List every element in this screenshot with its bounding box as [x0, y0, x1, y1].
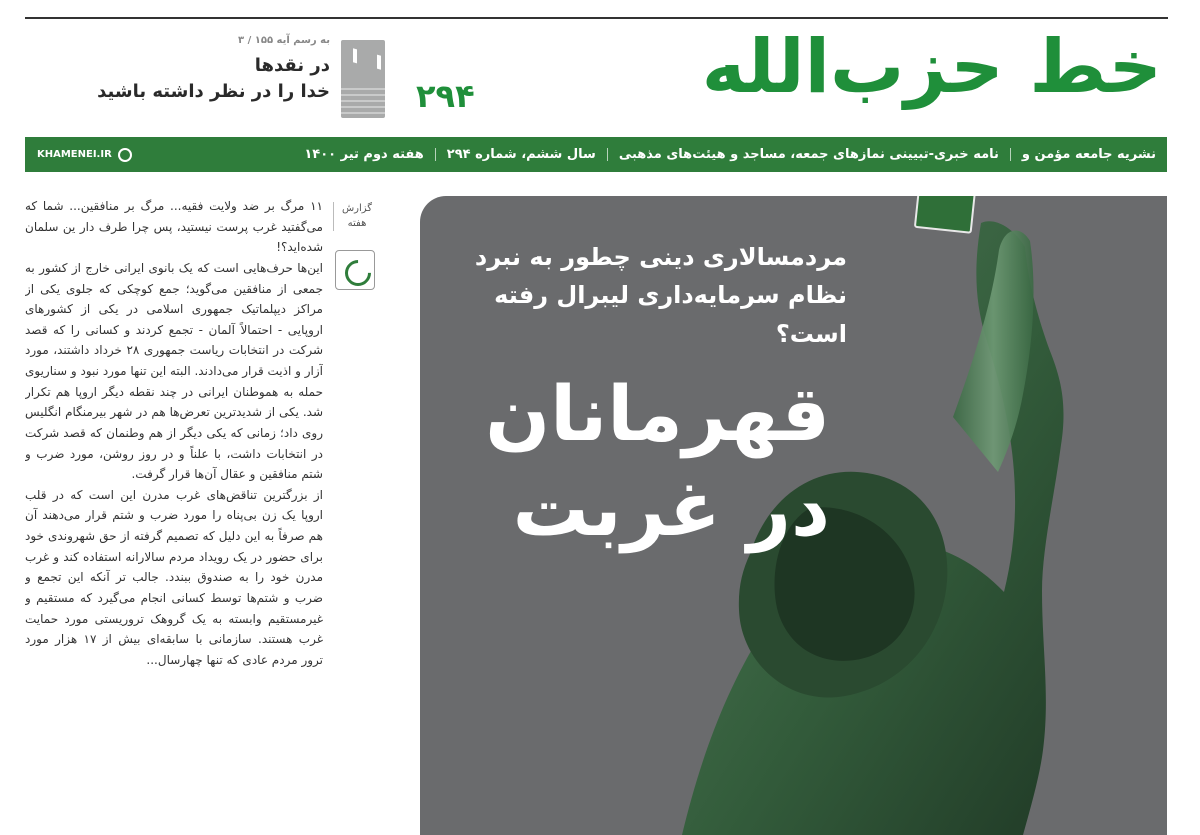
site-label: KHAMENEI.IR — [37, 149, 112, 160]
masthead — [0, 22, 1200, 130]
subheadline-line-1: مردمسالاری دینی چطور به نبرد — [474, 243, 847, 271]
site-logo-icon — [118, 148, 132, 162]
headline-line-1: قهرمانان — [485, 369, 830, 458]
cover-subheadline — [420, 238, 847, 353]
bar-item-date: هفته دوم تیر ۱۴۰۰ — [304, 147, 424, 162]
passport-image — [914, 196, 982, 234]
site-link[interactable] — [25, 148, 144, 162]
article-paragraph: ۱۱ مرگ بر ضد ولایت فقیه... مرگ بر منافقین... شما که می‌گفتید غرب پرست نیستید، پس چرا طرف دار ین سلمان شده‌اید؟! — [25, 199, 323, 255]
cover-image-panel — [420, 196, 1167, 835]
quote-kicker: به رسم آیه ۱۵۵ / ۳ — [238, 35, 330, 46]
quill-icon — [335, 250, 375, 290]
publication-info-bar — [25, 137, 1167, 172]
article-paragraph: از بزرگترین تناقض‌های غرب مدرن این است که در قلب اروپا یک زن بی‌پناه را مورد ضرب و شتم قرار می‌دهند آن هم صرفاً به این دلیل که تصمیم گرفته از حق شهروندی خود برای حضور در یک رویداد مردم سالارانه استفاده کند و غرب مدرن خود را به صندوق ببندد. جالب تر آنکه این تجمع و ضرب و شتم‌ها توسط کسانی انجام می‌گیرد که مستقیم و غیرمستقیم وابسته به یک گروهک تروریستی مورد حمایت غرب هستند. سازمانی با سابقه‌ای بیش از ۱۷ هزار مورد ترور مردم عادی که تنها چهارسال... — [25, 487, 323, 667]
report-label — [333, 202, 378, 231]
top-rule — [25, 17, 1168, 19]
header-quote — [90, 35, 330, 105]
publication-logo: خط حزب‌الله — [701, 24, 1162, 110]
subheadline-line-2: نظام سرمایه‌داری لیبرال رفته است؟ — [494, 281, 847, 348]
bar-item-publication: نشریه جامعه مؤمن و — [1010, 148, 1167, 161]
cover-headline — [485, 366, 830, 556]
report-article-text — [25, 196, 323, 835]
headline-line-2: در غربت — [512, 464, 830, 553]
issue-number: ۲۹۴ — [416, 77, 475, 115]
report-label-line-1: گزارش — [341, 203, 373, 214]
bar-item-description: نامه خبری-تبیینی نمازهای جمعه، مساجد و هیئت‌های مذهبی — [607, 148, 1010, 161]
book-icon — [341, 40, 385, 118]
bar-item-issue: سال ششم، شماره ۲۹۴ — [435, 148, 607, 161]
article-paragraph: این‌ها حرف‌هایی است که یک بانوی ایرانی خارج از کشور به جمعی از منافقین می‌گوید؛ جمع کوچکی که جلوی یکی از مراکز دیپلماتیک جمهوری اسلامی در یکی از کشورهای اروپایی - احتمالاً آلمان - تجمع کردند و کسانی را که قصد شرکت در انتخابات ریاست جمهوری ۲۸ خرداد داشتند، مورد آزار و اذیت قرار می‌دادند. البته این تنها مورد نبود و سناریوی حمله به هموطنان ایرانی در چند نقطه دیگر اروپا هم تکرار شد. یکی از شدیدترین تعرض‌ها هم در شهر بیرمنگام انگلیس روی داد؛ زمانی که یکی دیگر از هم وطنمان که قصد شرکت در انتخابات داشت، با علناً و در روز روشن، مورد ضرب و شتم منافقین و عقال آن‌ها قرار گرفت. — [25, 260, 323, 482]
quote-line-1: در نقدها — [254, 55, 330, 76]
quote-line-2: خدا را در نظر داشته باشید — [97, 81, 330, 103]
report-label-line-2: هفته — [347, 217, 367, 229]
